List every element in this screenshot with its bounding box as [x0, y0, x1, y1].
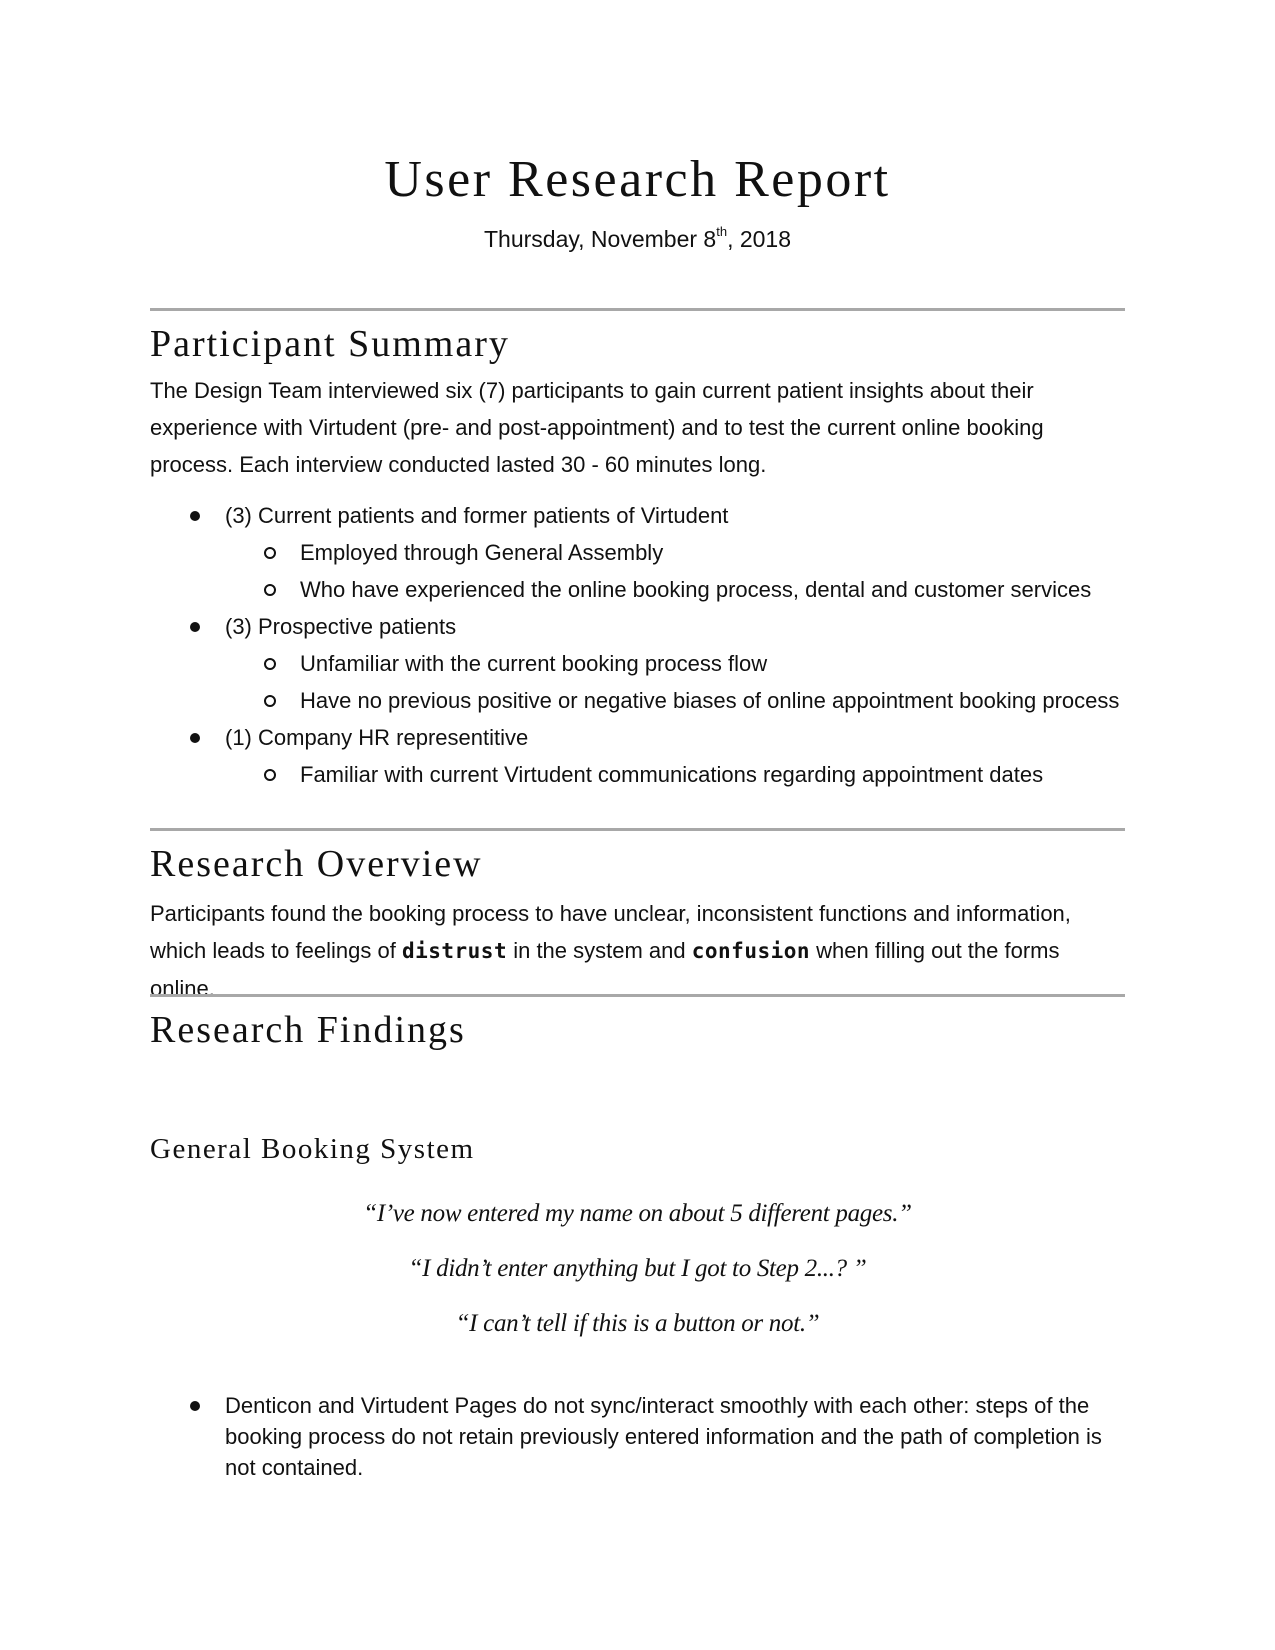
general-booking-system-heading: General Booking System: [150, 1133, 475, 1165]
participant-groups-list: [150, 497, 1130, 793]
participant-summary-heading: Participant Summary: [150, 323, 510, 365]
section-divider: [150, 308, 1125, 311]
date-main: Thursday, November 8: [483, 226, 717, 252]
user-quote: “I didn’t enter anything but I got to Step 2...? ”: [408, 1255, 867, 1282]
finding-text: Denticon and Virtudent Pages do not sync/interact smoothly with each other: steps of the booking process do not retain previously entered information and the path of completion is not contained.: [225, 1393, 1102, 1480]
user-quote: “I’ve now entered my name on about 5 different pages.”: [363, 1200, 912, 1227]
document-date: [0, 226, 1275, 253]
list-item: (3) Current patients and former patients of Virtudent: [150, 497, 1130, 534]
sub-list-item: Familiar with current Virtudent communications regarding appointment dates: [150, 756, 1130, 793]
research-overview-text: [150, 895, 1130, 1007]
section-divider: [150, 994, 1125, 997]
date-year: , 2018: [727, 226, 792, 252]
sub-list-item: Employed through General Assembly: [150, 534, 1130, 571]
document-title: User Research Report: [384, 151, 891, 208]
sub-list-item: Have no previous positive or negative biases of online appointment booking process: [150, 682, 1130, 719]
emphasis-distrust: distrust: [401, 939, 508, 963]
overview-text-part: when filling out the forms online.: [150, 938, 1060, 1001]
finding-list-item: [150, 1390, 1130, 1483]
section-divider: [150, 828, 1125, 831]
overview-text-part: in the system and: [507, 938, 692, 963]
emphasis-confusion: confusion: [691, 939, 811, 963]
research-overview-heading: Research Overview: [150, 843, 483, 885]
list-item: (1) Company HR representitive: [150, 719, 1130, 756]
sub-list-item: Who have experienced the online booking process, dental and customer services: [150, 571, 1130, 608]
user-quote: “I can’t tell if this is a button or not.”: [455, 1310, 820, 1337]
overview-text-part: Participants found the booking process to have unclear, inconsistent functions and information, which leads to feelings of: [150, 901, 1071, 963]
date-ordinal: th: [716, 224, 728, 240]
bullet-icon: [190, 1401, 200, 1411]
participant-summary-intro: The Design Team interviewed six (7) participants to gain current patient insights about their experience with Virtudent (pre- and post-appointment) and to test the current online booking process. Each interview conducted lasted 30 - 60 minutes long.: [150, 378, 1044, 477]
sub-list-item: Unfamiliar with the current booking process flow: [150, 645, 1130, 682]
research-findings-heading: Research Findings: [150, 1009, 466, 1051]
list-item: (3) Prospective patients: [150, 608, 1130, 645]
